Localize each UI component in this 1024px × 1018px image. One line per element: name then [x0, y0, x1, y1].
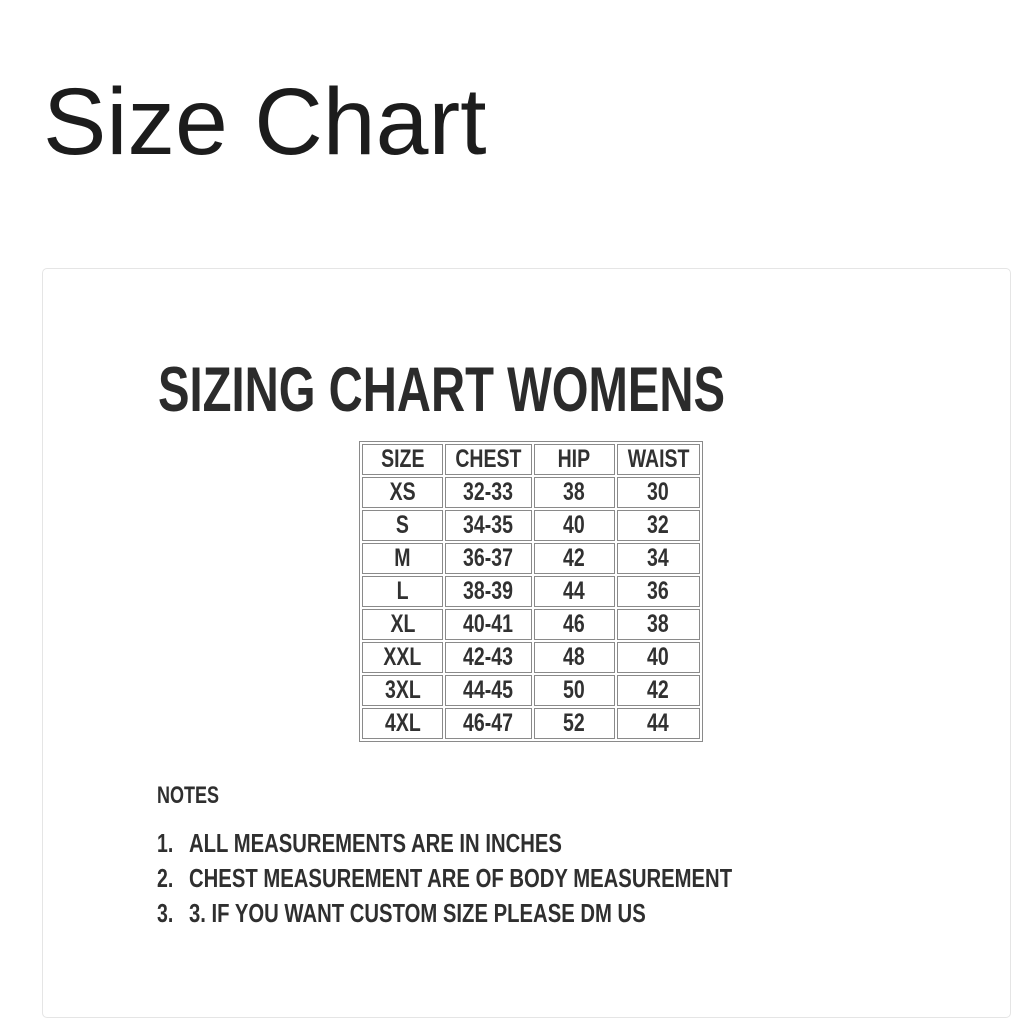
note-text: 3. IF YOU WANT CUSTOM SIZE PLEASE DM US: [189, 898, 646, 928]
header-cell-hip: HIP: [534, 444, 615, 475]
cell-chest: 44-45: [445, 675, 532, 706]
size-table-body: [362, 477, 700, 739]
cell-hip: 40: [534, 510, 615, 541]
header-cell-waist: WAIST: [617, 444, 700, 475]
note-marker: 1.: [157, 828, 174, 858]
cell-size: XXL: [362, 642, 443, 673]
cell-size: L: [362, 576, 443, 607]
cell-waist: 30: [617, 477, 700, 508]
size-table-head: [362, 444, 700, 475]
cell-waist: 40: [617, 642, 700, 673]
cell-size: 3XL: [362, 675, 443, 706]
cell-hip: 50: [534, 675, 615, 706]
table-row: [362, 708, 700, 739]
cell-size: XS: [362, 477, 443, 508]
cell-size: 4XL: [362, 708, 443, 739]
table-row: [362, 510, 700, 541]
note-item: [157, 896, 885, 931]
cell-waist: 44: [617, 708, 700, 739]
cell-chest: 38-39: [445, 576, 532, 607]
table-row: [362, 609, 700, 640]
cell-chest: 40-41: [445, 609, 532, 640]
cell-hip: 38: [534, 477, 615, 508]
table-row: [362, 642, 700, 673]
sizing-chart-heading-text: SIZING CHART WOMENS: [158, 355, 725, 425]
cell-chest: 42-43: [445, 642, 532, 673]
cell-size: XL: [362, 609, 443, 640]
cell-hip: 46: [534, 609, 615, 640]
cell-waist: 38: [617, 609, 700, 640]
table-row: [362, 543, 700, 574]
notes-list: [157, 826, 885, 931]
size-table: [359, 441, 703, 742]
note-item: [157, 826, 885, 861]
cell-waist: 32: [617, 510, 700, 541]
note-text: CHEST MEASUREMENT ARE OF BODY MEASUREMENT: [189, 863, 733, 893]
note-marker: 3.: [157, 898, 174, 928]
cell-chest: 34-35: [445, 510, 532, 541]
table-row: [362, 675, 700, 706]
cell-hip: 42: [534, 543, 615, 574]
header-cell-chest: CHEST: [445, 444, 532, 475]
page-title: Size Chart: [43, 69, 487, 175]
sizing-chart-heading: [158, 355, 914, 425]
notes-heading: [157, 782, 240, 811]
notes-heading-text: NOTES: [157, 782, 220, 809]
table-header-row: [362, 444, 700, 475]
note-marker: 2.: [157, 863, 174, 893]
header-cell-size: SIZE: [362, 444, 443, 475]
cell-hip: 44: [534, 576, 615, 607]
cell-chest: 46-47: [445, 708, 532, 739]
cell-chest: 32-33: [445, 477, 532, 508]
table-row: [362, 477, 700, 508]
size-chart-card: [42, 268, 1011, 1018]
cell-waist: 34: [617, 543, 700, 574]
cell-hip: 52: [534, 708, 615, 739]
cell-hip: 48: [534, 642, 615, 673]
table-row: [362, 576, 700, 607]
cell-waist: 36: [617, 576, 700, 607]
cell-waist: 42: [617, 675, 700, 706]
note-item: [157, 861, 885, 896]
cell-chest: 36-37: [445, 543, 532, 574]
note-text: ALL MEASUREMENTS ARE IN INCHES: [189, 828, 562, 858]
cell-size: M: [362, 543, 443, 574]
cell-size: S: [362, 510, 443, 541]
